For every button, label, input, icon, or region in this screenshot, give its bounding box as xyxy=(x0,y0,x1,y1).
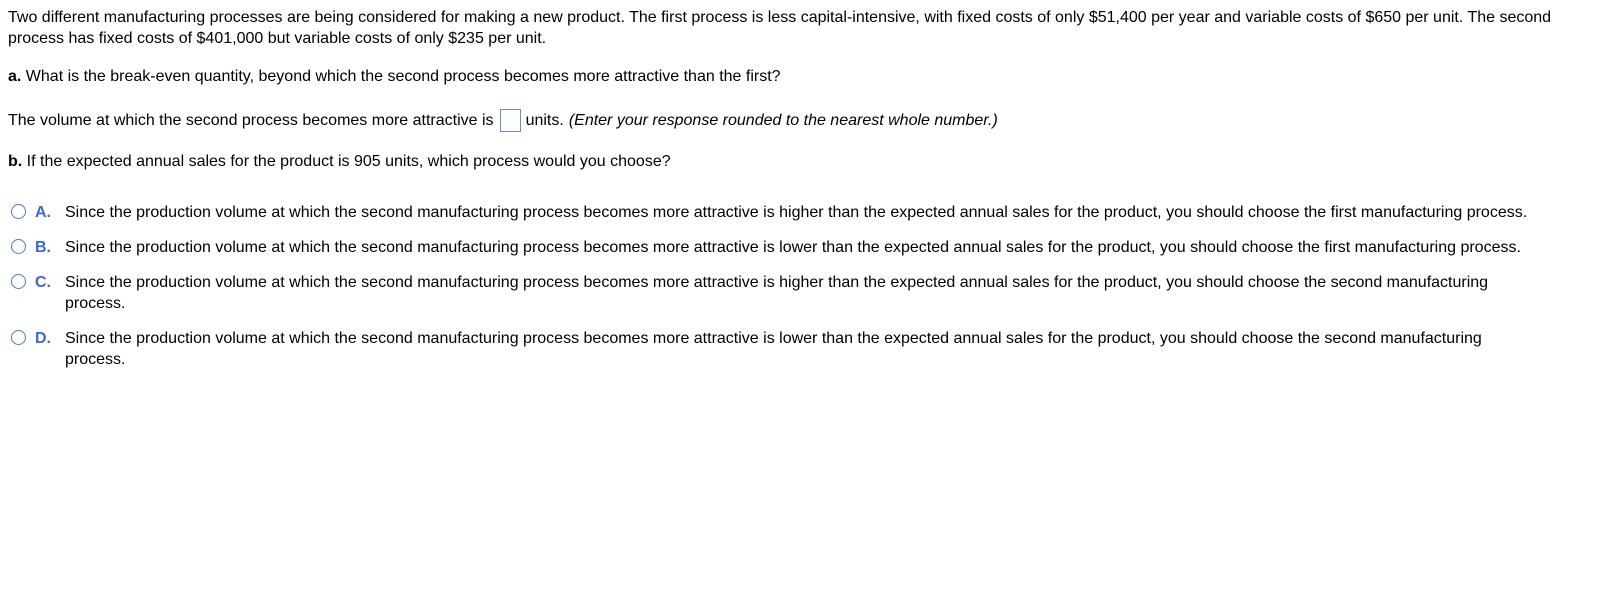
part-b-question-text: If the expected annual sales for the product is 905 units, which process would you choose? xyxy=(22,153,671,170)
option-b-text: Since the production volume at which the second manufacturing process becomes more attractive is lower than the expected annual sales for the product, you should choose the first manufacturing process. xyxy=(65,239,1521,256)
answer-prefix: The volume at which the second process becomes more attractive is xyxy=(8,112,494,129)
option-c[interactable] xyxy=(8,272,1600,314)
option-d-letter: D. xyxy=(35,330,51,347)
part-a-label: a. xyxy=(8,68,22,85)
answer-suffix: units. xyxy=(525,112,564,129)
problem-statement: Two different manufacturing processes are being considered for making a new product. The first process is less capital-intensive, with fixed costs of only $51,400 per year and variable costs of $650 per unit. The second process has fixed costs of $401,000 but variable costs of only $235 per unit. xyxy=(8,9,1552,47)
option-d[interactable] xyxy=(8,328,1600,370)
option-c-text: Since the production volume at which the second manufacturing process becomes more attractive is higher than the expected annual sales for the product, you should choose the second manufacturing process. xyxy=(65,274,1489,312)
option-d-radio[interactable] xyxy=(11,330,26,345)
option-b-radio[interactable] xyxy=(11,239,26,254)
option-a-text: Since the production volume at which the second manufacturing process becomes more attractive is higher than the expected annual sales for the product, you should choose the first manufacturing process. xyxy=(65,204,1528,221)
answer-hint: (Enter your response rounded to the nearest whole number.) xyxy=(568,112,998,129)
part-b-label: b. xyxy=(8,153,23,170)
option-a-letter: A. xyxy=(35,204,51,221)
option-a[interactable] xyxy=(8,202,1600,223)
part-a-question xyxy=(8,66,1600,87)
part-a-answer-line xyxy=(8,109,1600,132)
part-a-question-text: What is the break-even quantity, beyond which the second process becomes more attractive than the first? xyxy=(21,68,781,85)
option-b[interactable] xyxy=(8,237,1600,258)
break-even-input[interactable] xyxy=(500,109,521,132)
option-c-radio[interactable] xyxy=(11,274,26,289)
option-d-text: Since the production volume at which the second manufacturing process becomes more attractive is lower than the expected annual sales for the product, you should choose the second manufacturing process. xyxy=(65,330,1482,368)
part-b-question xyxy=(8,151,1600,172)
option-a-radio[interactable] xyxy=(11,204,26,219)
answer-options xyxy=(8,202,1600,370)
option-b-letter: B. xyxy=(35,239,51,256)
option-c-letter: C. xyxy=(35,274,51,291)
